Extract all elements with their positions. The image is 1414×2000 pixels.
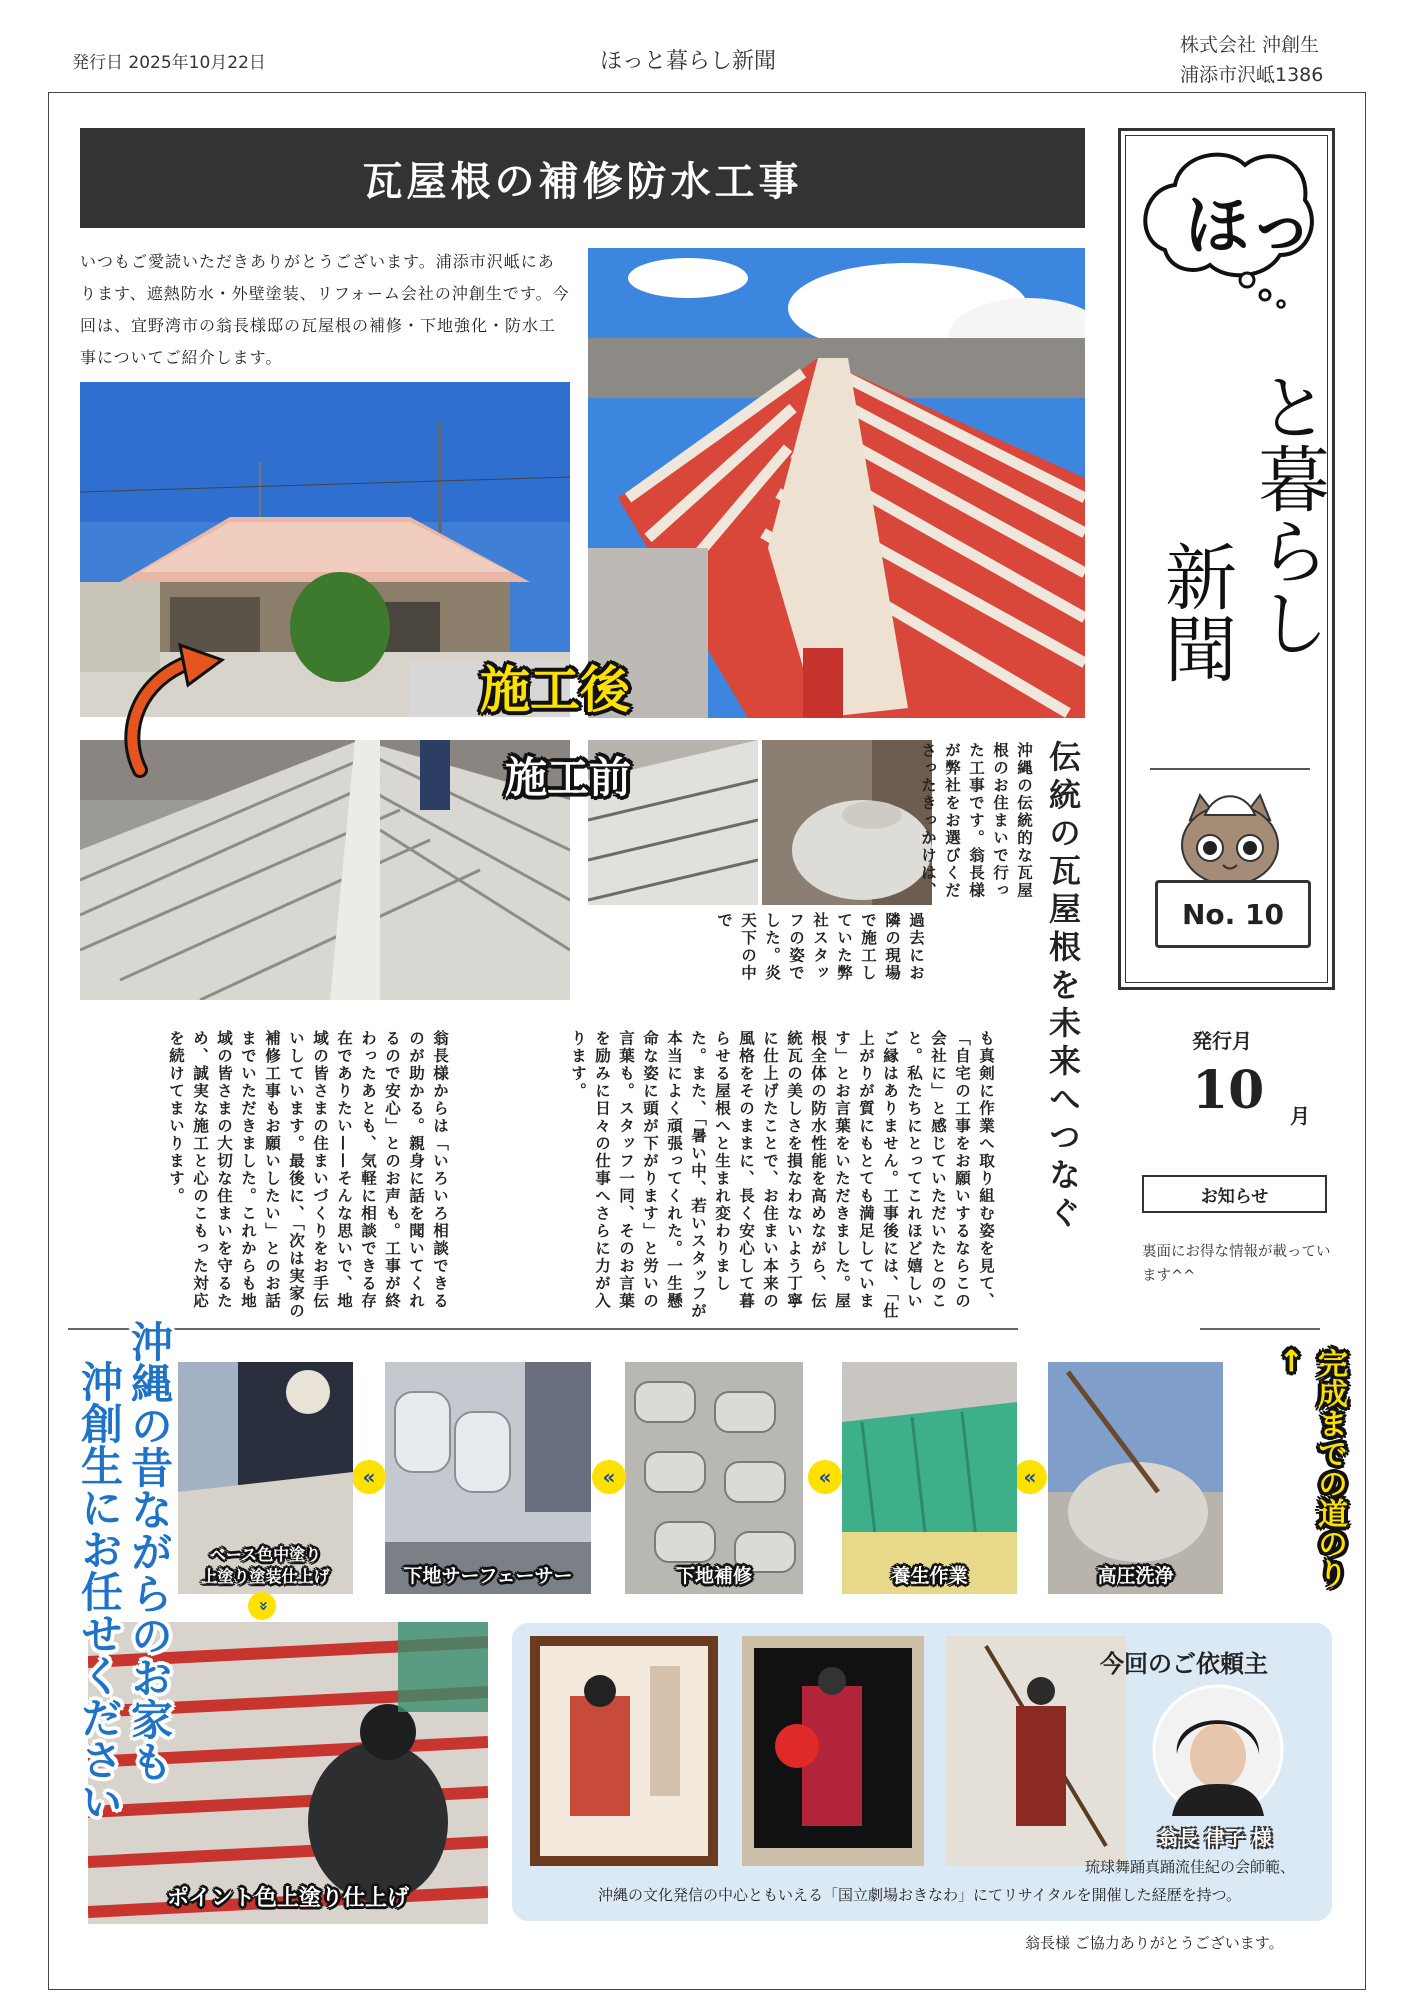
notice-text: 裏面にお得な情報が載っています^^	[1142, 1244, 1331, 1284]
step-label-2: 養生作業	[891, 1565, 968, 1587]
process-heading: 完成までの道のり←	[1274, 1348, 1347, 1588]
step-label-3: 下地補修	[675, 1565, 752, 1587]
step-photo-2	[842, 1362, 1017, 1594]
logo-ho: ほっ	[1185, 189, 1313, 264]
sidebar-divider	[1150, 768, 1310, 770]
step-down-arrow-icon: «	[248, 1592, 276, 1620]
logo-to-kurashi: と暮らし	[1246, 370, 1330, 658]
column-d: 翁長様からは「いろいろ相談できるのが助かる。親身に話を聞いてくれるので安心」とのお声も。工事が終わったあとも、気軽に相談できる存在でありたい——そんな思いで、地域の皆さまの住まいづくりをお手伝いしています。最後に、「次は実家の補修工事もお願いしたい」とのお話までいただきました。これからも地域の皆さまの大切な住まいを守るため、誠実な施工と心のこもった対応を続けてまいります。	[167, 1030, 449, 1320]
roof-before-detail-2	[762, 740, 932, 905]
framed-dancer-photo	[742, 1636, 924, 1866]
column-b: 過去にお隣の現場で施工していた弊社スタッフの姿でした。炎天下の中で	[715, 912, 925, 982]
after-caption: 施工後	[480, 661, 630, 719]
header-paper-name: ほっと暮らし新聞	[600, 49, 777, 74]
column-a: 沖縄の伝統的な瓦屋根のお住まいで行った工事です。翁長様が弊社をお選びくださったきっかけは、	[919, 742, 1033, 900]
intro-text: いつもご愛読いただきありがとうございます。浦添市沢岻にあります、遮熱防水・外壁塗装、リフォーム会社の沖創生です。今回は、宜野湾市の翁長様邸の瓦屋根の補修・下地強化・防水工事についてご紹介します。	[80, 252, 570, 367]
step-label-4: 下地サーフェーサー	[403, 1565, 573, 1587]
before-caption: 施工前	[505, 753, 632, 802]
final-step-label: ポイント色上塗り仕上げ	[166, 1886, 409, 1911]
client-thanks: 翁長様 ご協力ありがとうございます。	[1025, 1934, 1284, 1952]
step-arrow-icon: «	[808, 1460, 842, 1494]
issue-date: 発行日 2025年10月22日	[72, 53, 266, 73]
slogan-line-2: 沖創生にお任せください	[75, 1360, 124, 1822]
step-photo-5	[178, 1362, 353, 1594]
sidebar-bottom-divider	[1200, 1328, 1320, 1330]
company-name: 株式会社 沖創生	[1180, 34, 1320, 56]
section-divider	[68, 1328, 1018, 1330]
article-title: 瓦屋根の補修防水工事	[80, 128, 1085, 228]
step-photo-4	[385, 1362, 591, 1594]
dancer-photo	[946, 1636, 1126, 1866]
company-address: 浦添市沢岻1386	[1180, 64, 1324, 86]
step-arrow-icon: «	[1013, 1460, 1047, 1494]
client-heading: 今回のご依頼主	[1100, 1650, 1268, 1678]
logo-shinbun: 新聞	[1153, 540, 1237, 684]
article-subtitle: 伝統の瓦屋根を未来へつなぐ	[1044, 740, 1082, 1234]
before-after-arrow-icon	[110, 640, 230, 780]
issue-number: No. 10	[1155, 880, 1311, 948]
client-bio-2: 沖縄の文化発信の中心ともいえる「国立劇場おきなわ」にてリサイタルを開催した経歴を持つ。	[598, 1886, 1242, 1904]
recital-poster-photo	[530, 1636, 718, 1866]
roof-after-photo	[588, 248, 1085, 718]
step-label-1: 高圧洗浄	[1097, 1565, 1174, 1587]
month-unit: 月	[1290, 1104, 1310, 1128]
cat-mascot-icon	[1165, 790, 1295, 890]
client-portrait-avatar	[1152, 1684, 1284, 1816]
step-arrow-icon: «	[592, 1460, 626, 1494]
notice-title: お知らせ	[1142, 1175, 1327, 1213]
step-arrow-icon: «	[352, 1460, 386, 1494]
column-c: も真剣に作業へ取り組む姿を見て、「自宅の工事をお願いするならこの会社に」と感じていただいたとのこと。私たちにとってこれほど嬉しいご縁はありません。工事後には、「仕上がりが質にもとても満足しています」とお言葉をいただきました。屋根全体の防水性能を高めながら、伝統瓦の美しさを損なわないよう丁寧に仕上げたことで、お住まい本来の風格をそのままに、長く安心して暮らせる屋根へと生まれ変わりました。また、「暑い中、若いスタッフが本当によく頑張ってくれた。一生懸命な姿に頭が下がります」と労いの言葉も。スタッフ一同、そのお言葉を励みに日々の仕事へさらに力が入ります。	[569, 1030, 995, 1320]
client-bio-1: 琉球舞踊真踊流佳紀の会師範、	[1085, 1858, 1296, 1876]
slogan-line-1: 沖縄の昔ながらのお家も	[125, 1320, 174, 1782]
step-photo-1	[1048, 1362, 1223, 1594]
month-label: 発行月	[1192, 1029, 1252, 1053]
step-label-5: ベース色中塗り 上塗り塗装仕上げ	[201, 1545, 330, 1586]
client-name: 翁長 律子 様	[1158, 1826, 1272, 1850]
month-value: 10	[1192, 1060, 1265, 1121]
step-photo-3	[625, 1362, 803, 1594]
